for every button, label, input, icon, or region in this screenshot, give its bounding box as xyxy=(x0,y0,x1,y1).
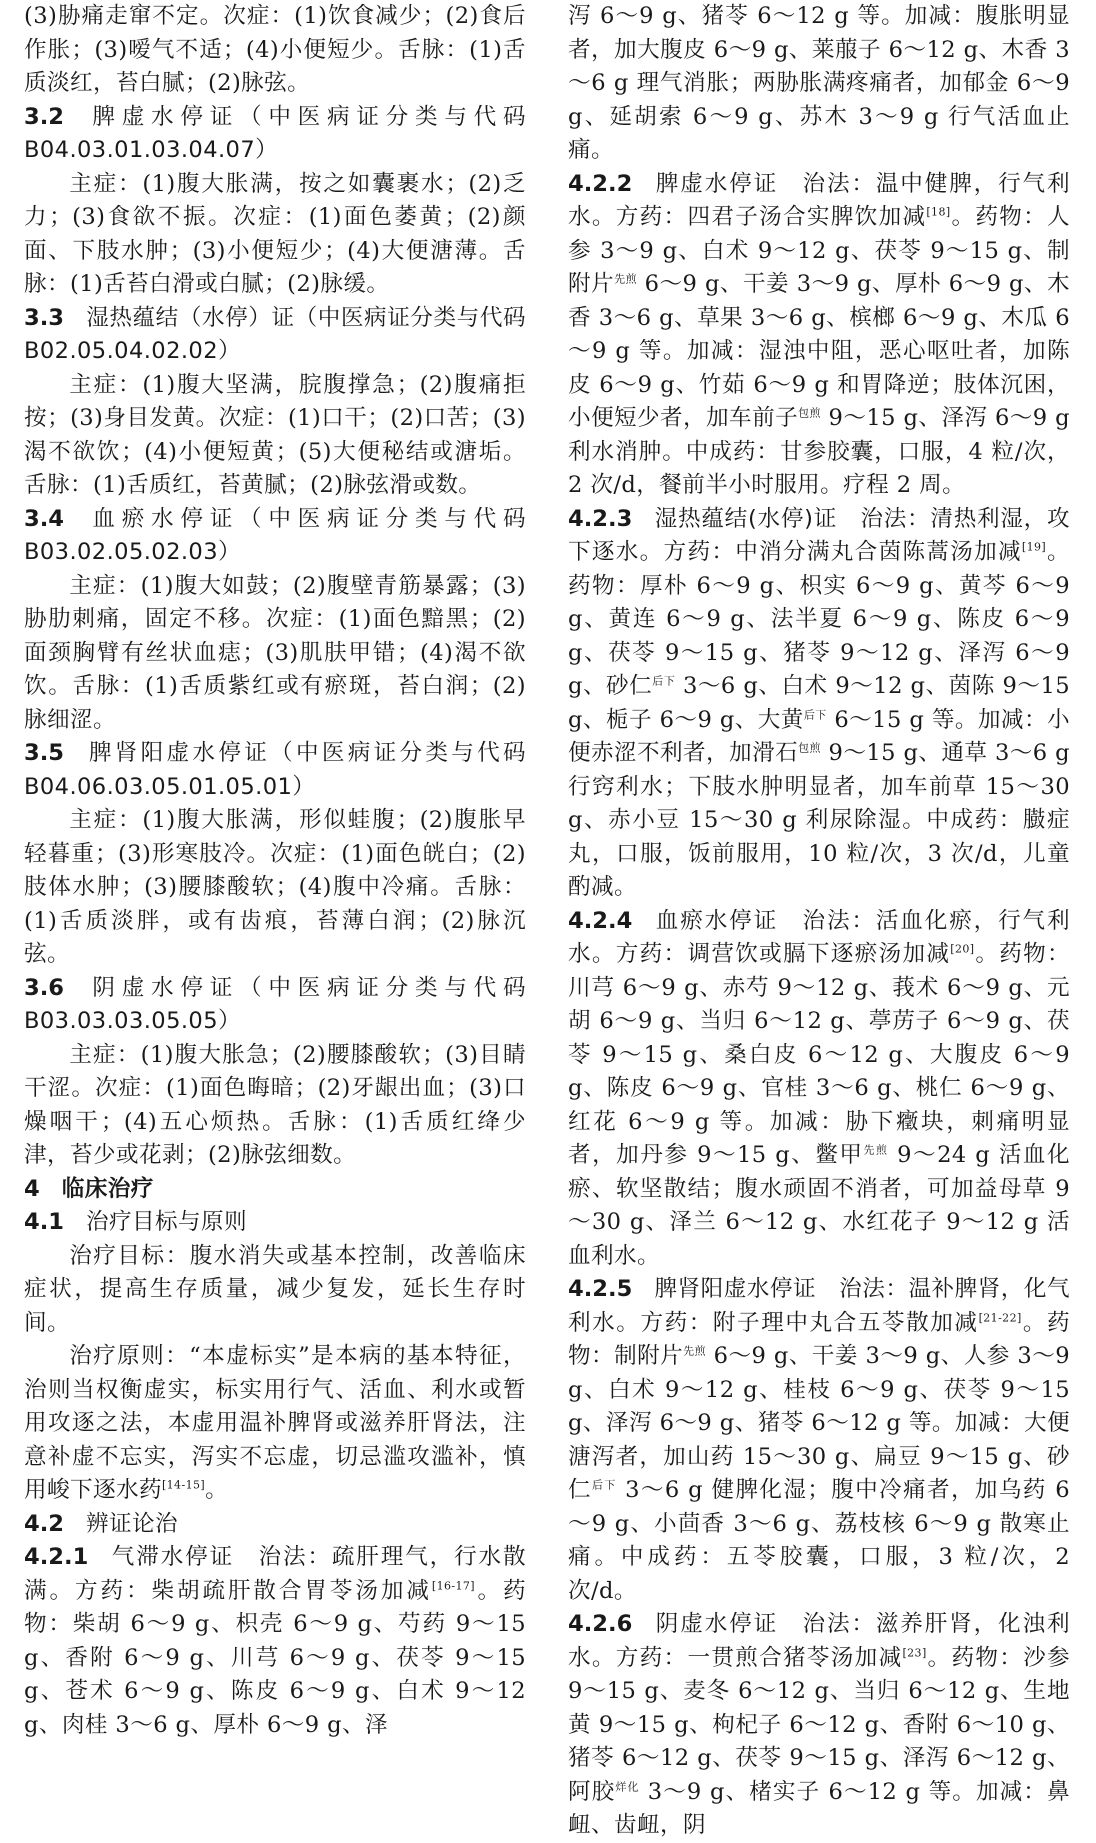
section-number: 3.3 xyxy=(24,304,65,331)
text: 。药物：厚朴 6～9 g、枳实 6～9 g、黄芩 6～9 g、黄连 6～9 g、法半夏 6～9 g、陈皮 6～9 g、茯苓 9～15 g、猪苓 9～12 g、泽泻 6～9 g、砂仁 xyxy=(568,539,1070,699)
citation: [14-15] xyxy=(161,1478,206,1492)
section-number: 3.2 xyxy=(24,103,65,130)
section-4-2-6 xyxy=(568,1608,1070,1843)
paragraph: 泻 6～9 g、猪苓 6～12 g 等。加减：腹胀明显者，加大腹皮 6～9 g、莱菔子 6～12 g、木香 3～6 g 理气消胀；两胁胀满疼痛者，加郁金 6～9 g、延胡索 6～9 g、苏木 3～9 g 行气活血止痛。 xyxy=(568,3,1070,163)
text: 治法：清热利湿，攻下逐水。方药：中消分满丸合茵陈蒿汤加减 xyxy=(568,505,1070,565)
citation: [16-17] xyxy=(431,1578,475,1592)
section-title: 辨证论治 xyxy=(86,1510,179,1537)
section-title: 脾虚水停证（中医病证分类与代码 B04.03.01.03.04.07） xyxy=(24,103,526,163)
paragraph xyxy=(24,1340,526,1508)
text: 3～9 g、楮实子 6～12 g 等。加减：鼻衄、齿衄，阴 xyxy=(568,1778,1070,1838)
section-4-2 xyxy=(24,1508,526,1542)
text: 9～15 g、泽泻 6～9 g 利水消肿。中成药：甘参胶囊，口服，4 粒/次，2 次/d，餐前半小时服用。疗程 2 周。 xyxy=(568,405,1071,498)
text: 3～6 g、白术 9～12 g、茵陈 9～15 g、栀子 6～9 g、大黄 xyxy=(568,673,1070,733)
prep-note: 后下 xyxy=(591,1478,617,1492)
text: 。药物：川芎 6～9 g、赤芍 9～12 g、莪术 6～9 g、元胡 6～9 g、当归 6～12 g、葶苈子 6～9 g、茯苓 9～15 g、桑白皮 6～12 g、大腹皮 6～9 g、陈皮 6～9 g、官桂 3～6 g、桃仁 6～9 g、红花 6～9 g 等。加减：胁下癥块，刺痛明显者，加丹参 9～15 g、鳖甲 xyxy=(568,941,1070,1168)
text: 6～9 g、干姜 3～9 g、厚朴 6～9 g、木香 3～6 g、草果 3～6 g、槟榔 6～9 g、木瓜 6～9 g 等。加减：湿浊中阻，恶心呕吐者，加陈皮 6～9 g、竹茹 6～9 g 和胃降逆；肢体沉困，小便短少者，加车前子 xyxy=(568,271,1070,431)
paragraph: 主症：(1)腹大胀满，形似蛙腹；(2)腹胀早轻暮重；(3)形寒肢冷。次症：(1)面色㿠白；(2)肢体水肿；(3)腰膝酸软；(4)腹中冷痛。舌脉：(1)舌质淡胖，或有齿痕，苔薄白润；(2)脉沉弦。 xyxy=(24,807,526,967)
section-title: 治疗目标与原则 xyxy=(86,1209,247,1235)
section-title: 血瘀水停证 xyxy=(654,907,779,934)
prep-note: 包煎 xyxy=(798,406,821,420)
text: 治疗原则：“本虚标实”是本病的基本特征，治则当权衡虚实，标实用行气、活血、利水或暂用攻逐之法，本虚用温补脾肾或滋养肝肾法，注意补虚不忘实，泻实不忘虚，切忌滥攻滥补，慎用峻下逐水药 xyxy=(24,1343,526,1503)
text: 治法：滋养肝肾，化浊利水。方药：一贯煎合猪苓汤加减 xyxy=(568,1611,1071,1671)
text: 9～24 g 活血化瘀、软坚散结；腹水顽固不消者，可加益母草 9～30 g、泽兰 6～12 g、水红花子 9～12 g 活血利水。 xyxy=(568,1142,1070,1269)
text: 。药物：柴胡 6～9 g、枳壳 6～9 g、芍药 9～15 g、香附 6～9 g、川芎 6～9 g、茯苓 9～15 g、苍术 6～9 g、陈皮 6～9 g、白术 9～12 g、肉桂 3～6 g、厚朴 6～9 g、泽 xyxy=(24,1577,526,1738)
section-number: 3.4 xyxy=(24,505,65,532)
citation: [21-22] xyxy=(978,1310,1022,1324)
section-title: 临床治疗 xyxy=(61,1175,154,1202)
text: 。药物：制附片 xyxy=(568,1309,1070,1369)
text: 治法：活血化瘀，行气利水。方药：调营饮或膈下逐瘀汤加减 xyxy=(568,907,1071,967)
citation: [18] xyxy=(926,205,951,219)
section-number: 3.5 xyxy=(24,740,65,766)
prep-note: 烊化 xyxy=(615,1779,640,1793)
text: 治法：温补脾肾，化气利水。方药：附子理中丸合五苓散加减 xyxy=(568,1276,1070,1336)
section-title: 脾肾阳虚水停证 xyxy=(654,1276,817,1302)
section-3-6 xyxy=(24,972,526,1039)
prep-note: 包煎 xyxy=(798,741,821,755)
section-4-2-5 xyxy=(568,1273,1070,1608)
section-title: 脾虚水停证 xyxy=(654,170,779,197)
section-number: 4.2 xyxy=(24,1510,65,1537)
section-number: 4.2.2 xyxy=(568,170,633,197)
text: 6～15 g 等。加减：小便赤涩不利者，加滑石 xyxy=(568,706,1070,766)
section-title: 脾肾阳虚水停证（中医病证分类与代码 B04.06.03.05.01.05.01） xyxy=(24,740,526,800)
section-number: 3.6 xyxy=(24,974,65,1001)
section-3-3 xyxy=(24,302,526,369)
citation: [23] xyxy=(902,1645,927,1659)
text: 。 xyxy=(205,1477,229,1503)
section-4-1 xyxy=(24,1206,526,1240)
section-title: 湿热蕴结（水停）证（中医病证分类与代码 B02.05.04.02.02） xyxy=(24,304,526,364)
section-number: 4 xyxy=(24,1175,40,1202)
section-number: 4.2.6 xyxy=(568,1611,633,1637)
paragraph: 主症：(1)腹大坚满，脘腹撑急；(2)腹痛拒按；(3)身目发黄。次症：(1)口干；(2)口苦；(3)渴不欲饮；(4)小便短黄；(5)大便秘结或溏垢。舌脉：(1)舌质红，苔黄腻；(2)脉弦滑或数。 xyxy=(24,371,526,498)
section-3-2 xyxy=(24,101,526,168)
right-column xyxy=(568,0,1070,1843)
prep-note: 先煎 xyxy=(863,1143,889,1157)
section-title: 湿热蕴结(水停)证 xyxy=(654,505,838,532)
section-3-5 xyxy=(24,737,526,804)
citation: [19] xyxy=(1021,540,1047,554)
section-title: 阴虚水停证（中医病证分类与代码 B03.03.03.05.05） xyxy=(24,974,526,1034)
paragraph: 主症：(1)腹大胀满，按之如囊裹水；(2)乏力；(3)食欲不振。次症：(1)面色萎黄；(2)颜面、下肢水肿；(3)小便短少；(4)大便溏薄。舌脉：(1)舌苔白滑或白腻；(2)脉缓。 xyxy=(24,170,526,297)
text: 。药物：沙参 9～15 g、麦冬 6～12 g、当归 6～12 g、生地黄 9～15 g、枸杞子 6～12 g、香附 6～10 g、猪苓 6～12 g、茯苓 9～15 g、泽泻 6～12 g、阿胶 xyxy=(568,1644,1070,1805)
text: 9～15 g、通草 3～6 g 行窍利水；下肢水肿明显者，加车前草 15～30 g、赤小豆 15～30 g 利尿除湿。中成药：臌症丸，口服，饭前服用，10 粒/次，3 次/d，儿童酌减。 xyxy=(568,740,1071,900)
paragraph: 主症：(1)腹大如鼓；(2)腹壁青筋暴露；(3)胁肋刺痛，固定不移。次症：(1)面色黯黑；(2)面颈胸臂有丝状血痣；(3)肌肤甲错；(4)渴不欲饮。舌脉：(1)舌质紫红或有瘀斑，苔白润；(2)脉细涩。 xyxy=(24,572,526,733)
prep-note: 后下 xyxy=(652,674,676,688)
section-3-4 xyxy=(24,503,526,570)
section-number: 4.2.1 xyxy=(24,1544,89,1570)
section-title: 气滞水停证 xyxy=(110,1544,235,1570)
text: 治法：疏肝理气，行水散满。方药：柴胡疏肝散合胃苓汤加减 xyxy=(24,1544,527,1604)
prep-note: 先煎 xyxy=(614,272,638,286)
section-4-2-1 xyxy=(24,1541,526,1742)
left-column xyxy=(24,0,526,1742)
prep-note: 后下 xyxy=(803,707,827,721)
section-4-2-2 xyxy=(568,168,1070,503)
prep-note: 先煎 xyxy=(683,1344,707,1358)
section-number: 4.1 xyxy=(24,1209,65,1235)
section-4-2-4 xyxy=(568,905,1070,1274)
citation: [20] xyxy=(950,942,975,956)
paragraph: 治疗目标：腹水消失或基本控制，改善临床症状，提高生存质量，减少复发，延长生存时间。 xyxy=(24,1242,526,1336)
text: 。药物：人参 3～9 g、白术 9～12 g、茯苓 9～15 g、制附片 xyxy=(568,204,1071,297)
section-number: 4.2.3 xyxy=(568,505,633,532)
paragraph: 主症：(1)腹大胀急；(2)腰膝酸软；(3)目睛干涩。次症：(1)面色晦暗；(2)牙龈出血；(3)口燥咽干；(4)五心烦热。舌脉：(1)舌质红绛少津，苔少或花剥；(2)脉弦细数。 xyxy=(24,1041,526,1168)
text: 6～9 g、干姜 3～9 g、人参 3～9 g、白术 9～12 g、桂枝 6～9 g、茯苓 9～15 g、泽泻 6～9 g、猪苓 6～12 g 等。加减：大便溏泻者，加山药 15～30 g、扁豆 9～15 g、砂仁 xyxy=(568,1343,1071,1503)
section-title: 血瘀水停证（中医病证分类与代码 B03.02.05.02.03） xyxy=(24,505,526,565)
section-number: 4.2.4 xyxy=(568,907,633,934)
section-title: 阴虚水停证 xyxy=(654,1611,779,1637)
section-4 xyxy=(24,1173,526,1207)
section-number: 4.2.5 xyxy=(568,1276,633,1302)
text: 治法：温中健脾，行气利水。方药：四君子汤合实脾饮加减 xyxy=(568,170,1071,230)
section-4-2-3 xyxy=(568,503,1070,905)
text: 3～6 g 健脾化湿；腹中冷痛者，加乌药 6～9 g、小茴香 3～6 g、荔枝核 6～9 g 散寒止痛。中成药：五苓胶囊，口服，3 粒/次，2 次/d。 xyxy=(568,1477,1071,1604)
paragraph: (3)胁痛走窜不定。次症：(1)饮食减少；(2)食后作胀；(3)嗳气不适；(4)小便短少。舌脉：(1)舌质淡红，苔白腻；(2)脉弦。 xyxy=(24,3,526,96)
